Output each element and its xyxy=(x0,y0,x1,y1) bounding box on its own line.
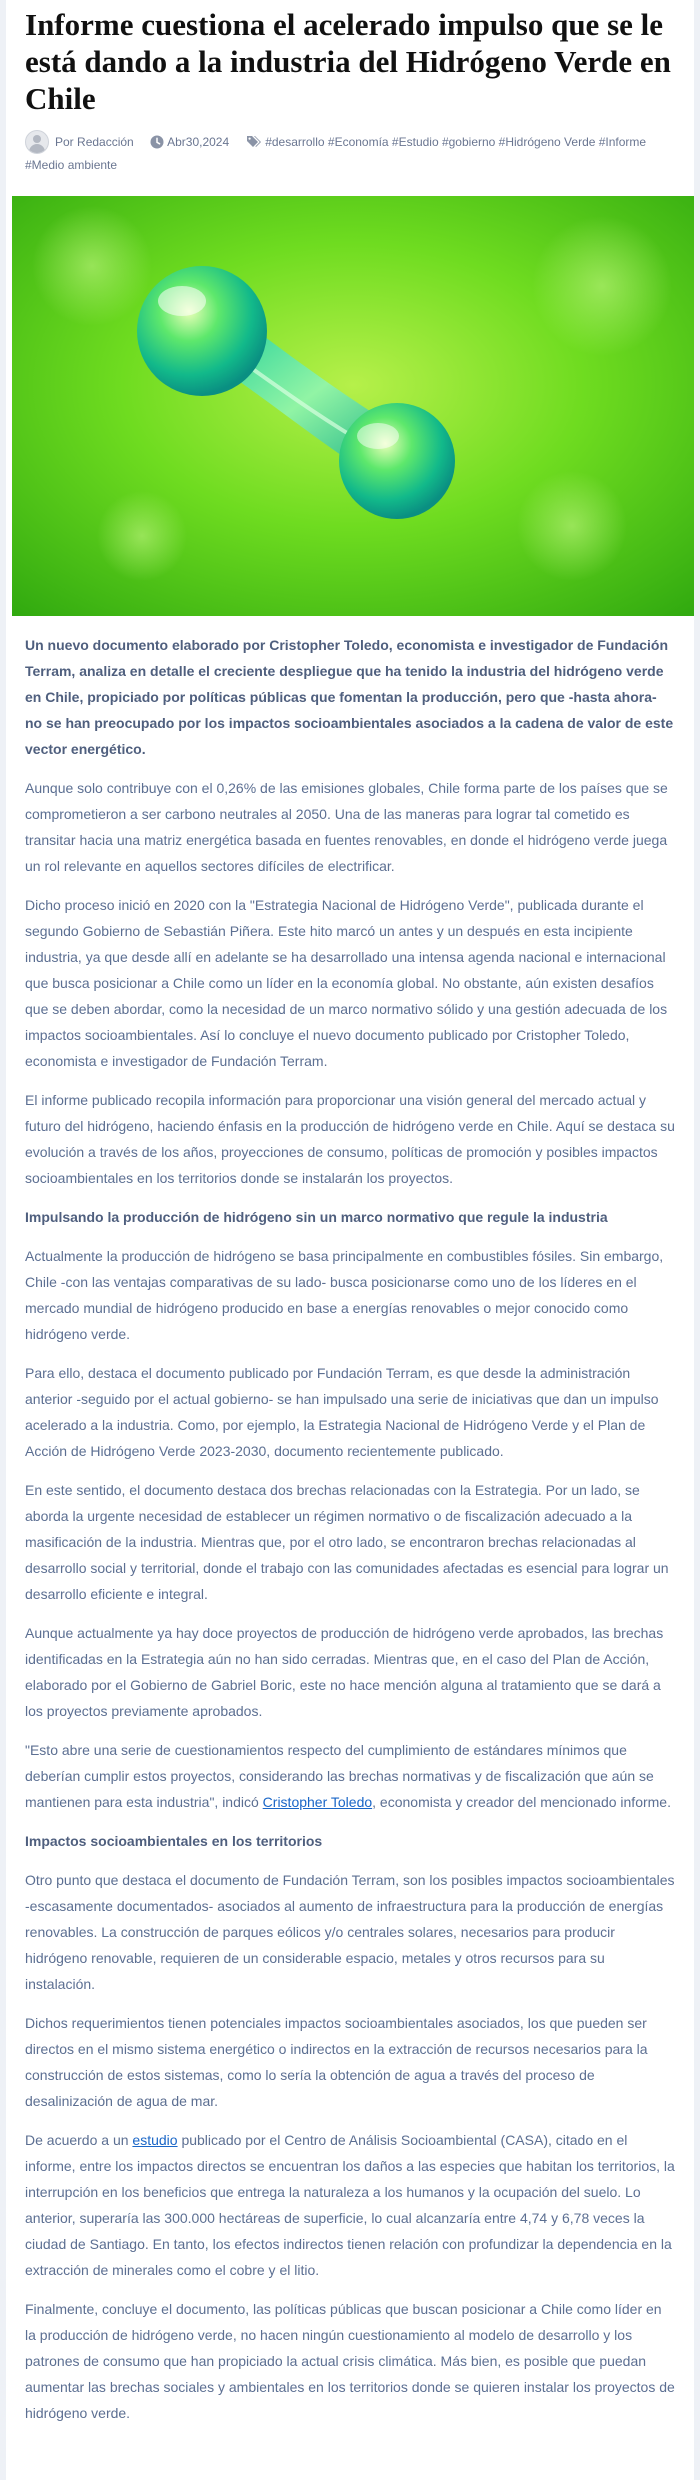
quote-paragraph xyxy=(25,1737,675,1815)
quote-text: "Esto abre una serie de cuestionamientos respecto del cumplimiento de estándares mínimos que deberían cumplir estos proyectos, considerando las brechas normativas y de fiscalización que aún se mantienen para esta industria", indicó xyxy=(25,1742,654,1810)
article-paragraph: Dicho proceso inició en 2020 con la "Estrategia Nacional de Hidrógeno Verde", publicada durante el segundo Gobierno de Sebastián Piñera. Este hito marcó un antes y un después en esta incipiente industria, ya que desde allí en adelante se ha desarrollado una intensa agenda nacional e internacional que busca posicionar a Chile como un líder en la economía global. No obstante, aún existen desafíos que se deben abordar, como la necesidad de un marco normativo sólido y una gestión adecuada de los impactos socioambientales. Así lo concluye el nuevo documento publicado por Cristopher Toledo, economista e investigador de Fundación Terram. xyxy=(25,897,668,1069)
section-heading: Impulsando la producción de hidrógeno sin un marco normativo que regule la industria xyxy=(25,1209,608,1225)
article-paragraph: Dichos requerimientos tienen potenciales impactos socioambientales asociados, los que pueden ser directos en el mismo sistema energético o indirectos en la extracción de recursos necesarios para la construcción de estos sistemas, como lo sería la obtención de agua a través del proceso de desalinización de agua de mar. xyxy=(25,2015,648,2109)
clock-icon xyxy=(150,135,164,149)
author-profile-link[interactable]: Cristopher Toledo xyxy=(262,1794,373,1810)
article-paragraph: En este sentido, el documento destaca dos brechas relacionadas con la Estrategia. Por un lado, se aborda la urgente necesidad de establecer un régimen normativo o de fiscalización adecuado a la masificación de la industria. Mientras que, por el otro lado, se encontraron brechas relacionadas al desarrollo social y territorial, donde el trabajo con las comunidades afectadas es esencial para lograr un desarrollo eficiente e integral. xyxy=(25,1482,669,1602)
study-text: De acuerdo a un xyxy=(25,2132,133,2148)
hydrogen-molecule-image xyxy=(12,196,694,616)
study-link[interactable]: estudio xyxy=(132,2132,178,2148)
article-title: Informe cuestiona el acelerado impulso que se le está dando a la industria del Hidrógeno Verde en Chile xyxy=(25,7,671,116)
article-page xyxy=(6,0,694,2480)
tags-icon xyxy=(246,135,262,149)
article-paragraph: Actualmente la producción de hidrógeno se basa principalmente en combustibles fósiles. Sin embargo, Chile -con las ventajas comparativas de su lado- busca posicionarse como uno de los líderes en el mercado mundial de hidrógeno producido en base a energías renovables o mejor conocido como hidrógeno verde. xyxy=(25,1248,664,1342)
by-label: Por xyxy=(55,135,74,150)
study-paragraph xyxy=(25,2127,675,2283)
article-tags[interactable]: #desarrollo #Economía #Estudio #gobierno #Hidrógeno Verde #Informe #Medio ambiente xyxy=(25,135,647,172)
closing-paragraph: Finalmente, concluye el documento, las políticas públicas que buscan posicionar a Chile como líder en la producción de hidrógeno verde, no hacen ningún cuestionamiento al modelo de desarrollo y los patrones de consumo que han propiciado la actual crisis climática. Más bien, es posible que puedan aumentar las brechas sociales y ambientales en los territorios donde se quieren instalar los proyectos de hidrógeno verde. xyxy=(25,2301,675,2421)
article-paragraph: Aunque actualmente ya hay doce proyectos de producción de hidrógeno verde aprobados, las brechas identificadas en la Estrategia aún no han sido cerradas. Mientras que, en el caso del Plan de Acción, elaborado por el Gobierno de Gabriel Boric, este no hace mención alguna al tratamiento que se dará a los proyectos previamente aprobados. xyxy=(25,1625,664,1719)
section-heading: Impactos socioambientales en los territorios xyxy=(25,1833,323,1849)
article-paragraph: Para ello, destaca el documento publicado por Fundación Terram, es que desde la administración anterior -seguido por el actual gobierno- se han impulsado una serie de iniciativas que dan un impulso acelerado a la industria. Como, por ejemplo, la Estrategia Nacional de Hidrógeno Verde y el Plan de Acción de Hidrógeno Verde 2023-2030, documento recientemente publicado. xyxy=(25,1365,659,1459)
article-meta xyxy=(25,131,675,176)
study-text-end: publicado por el Centro de Análisis Socioambiental (CASA), citado en el informe, entre los impactos directos se encuentran los daños a las especies que habitan los territorios, la interrupción en los beneficios que entrega la naturaleza a los humanos y la ocupación del suelo. Lo anterior, superaría las 300.000 hectáreas de superficie, lo cual alcanzaría entre 4,74 y 6,78 veces la ciudad de Santiago. En tanto, los efectos indirectos tienen relación con profundizar la dependencia en la extracción de minerales como el cobre y el litio. xyxy=(25,2132,675,2278)
quote-text-end: , economista y creador del mencionado informe. xyxy=(372,1794,671,1810)
article-body xyxy=(25,632,675,2426)
article-paragraph: El informe publicado recopila información para proporcionar una visión general del mercado actual y futuro del hidrógeno, haciendo énfasis en la producción de hidrógeno verde en Chile. Aquí se destaca su evolución a través de los años, proyecciones de consumo, políticas de promoción y posibles impactos socioambientales en los territorios donde se instalarán los proyectos. xyxy=(25,1092,675,1186)
publish-date: Abr30,2024 xyxy=(167,135,230,150)
article-paragraph: Aunque solo contribuye con el 0,26% de las emisiones globales, Chile forma parte de los países que se comprometieron a ser carbono neutrales al 2050. Una de las maneras para lograr tal cometido es transitar hacia una matriz energética basada en fuentes renovables, en donde el hidrógeno verde juega un rol relevante en aquellos sectores difíciles de electrificar. xyxy=(25,780,668,874)
article-paragraph: Otro punto que destaca el documento de Fundación Terram, son los posibles impactos socioambientales -escasamente documentados- asociados al aumento de infraestructura para la producción de energías renovables. La construcción de parques eólicos y/o centrales solares, necesarios para producir hidrógeno renovable, requieren de un considerable espacio, metales y otros recursos para su instalación. xyxy=(25,1872,675,1992)
article-lead: Un nuevo documento elaborado por Cristopher Toledo, economista e investigador de Fundación Terram, analiza en detalle el creciente despliegue que ha tenido la industria del hidrógeno verde en Chile, propiciado por políticas públicas que fomentan la producción, pero que -hasta ahora- no se han preocupado por los impactos socioambientales asociados a la cadena de valor de este vector energético. xyxy=(25,637,674,757)
author-link[interactable]: Redacción xyxy=(77,135,134,150)
author-avatar-icon xyxy=(25,130,49,154)
